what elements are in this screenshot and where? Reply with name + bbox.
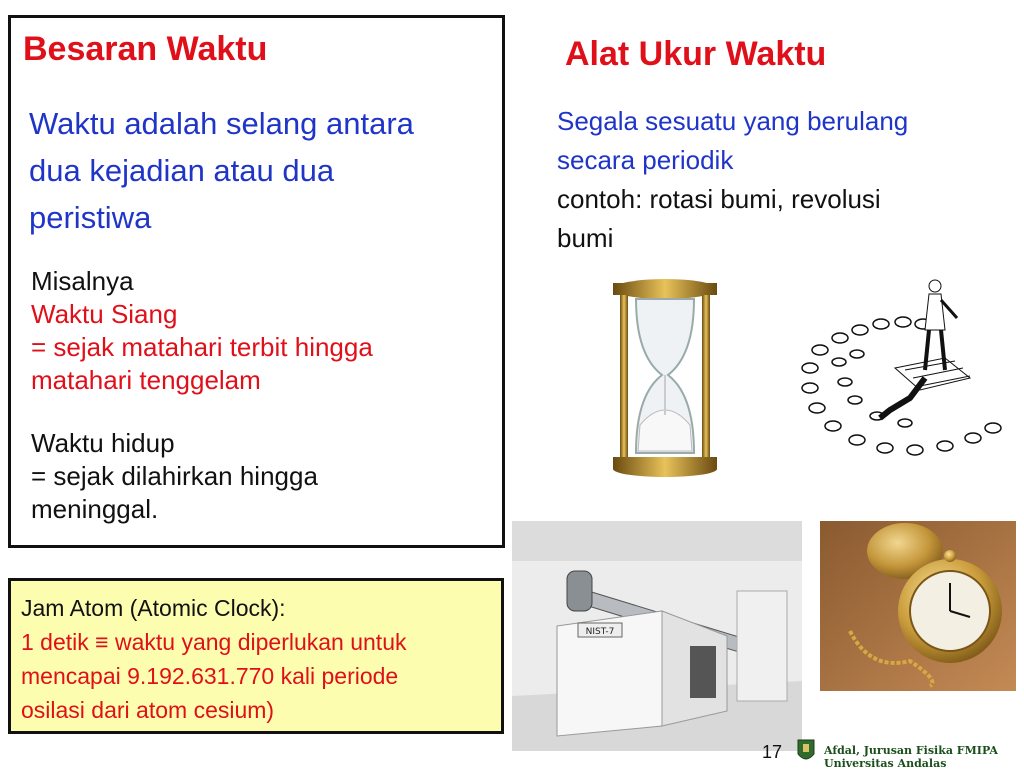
left-title: Besaran Waktu [23,30,268,68]
page-number: 17 [762,742,783,762]
examples [31,265,491,526]
siang-title: Waktu Siang [31,299,178,329]
instrument-text [557,102,1002,258]
siang-line-1: = sejak matahari terbit hingga [31,332,373,362]
hidup-line-2: meninggal. [31,494,159,524]
nist-label: NIST-7 [585,627,615,637]
definition-line-3: peristiwa [29,200,152,235]
atomic-heading: Jam Atom (Atomic Clock): [21,595,286,621]
definition-text [29,100,499,241]
example-line-1: contoh: rotasi bumi, revolusi [557,184,881,214]
atomic-line-1: 1 detik ≡ waktu yang diperlukan untuk [21,629,407,655]
atomic-line-2: mencapai 9.192.631.770 kali periode [21,663,399,689]
siang-line-2: matahari tenggelam [31,365,261,395]
hidup-line-1: = sejak dilahirkan hingga [31,461,318,491]
right-title: Alat Ukur Waktu [565,35,827,73]
periodic-line-1: Segala sesuatu yang berulang [557,106,909,136]
atomic-line-3: osilasi dari atom cesium) [21,697,275,723]
example-line-2: bumi [557,223,614,253]
atomic-clock-photo [512,521,802,751]
atomic-clock-note [8,578,504,734]
pocket-watch-photo [820,521,1016,691]
definition-line-2: dua kejadian atau dua [29,153,335,188]
periodic-line-2: secara periodik [557,145,734,175]
spacer [31,397,491,427]
university-logo-icon [796,738,816,764]
definition-box [8,15,505,548]
example-label: Misalnya [31,266,134,296]
hidup-title: Waktu hidup [31,428,175,458]
hourglass-image [600,275,730,480]
footer-credit: Afdal, Jurusan Fisika FMIPA Universitas Andalas [824,744,998,770]
human-sundial-image [795,278,1010,470]
definition-line-1: Waktu adalah selang antara [29,106,414,141]
